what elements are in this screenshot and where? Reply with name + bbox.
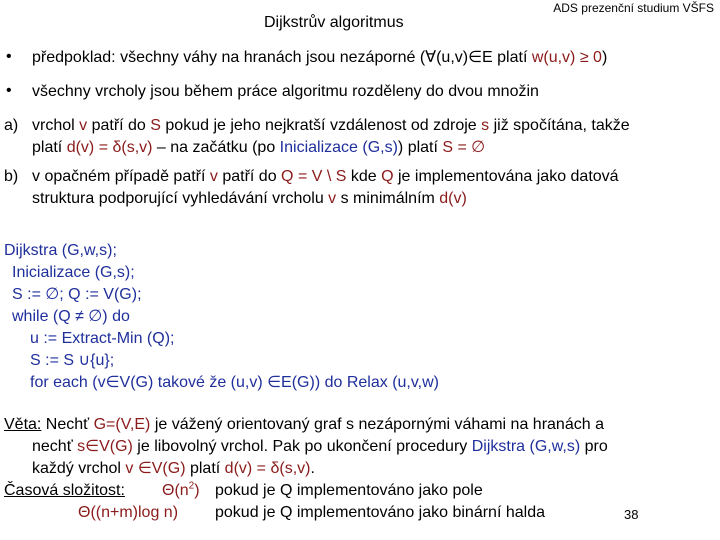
init-call: Inicializace (G,s) [279,139,398,156]
set-s-empty: S = ∅ [442,139,486,156]
slide-title: Dijkstrův algoritmus [264,14,404,31]
var-v: v [209,168,218,185]
course-header: ADS prezenční studium VŠFS [553,1,714,15]
text-span: již spočítána, takže [489,117,630,134]
text-span: ) platí [397,139,443,156]
code-line-1: Dijkstra (G,w,s); [4,242,117,259]
item-b-line-2 [32,188,467,210]
text-span: pro [580,438,608,455]
text-span: . [310,460,315,477]
bullet-2: všechny vrcholy jsou během práce algoritmu rozděleny do dvou množin [32,83,539,100]
vertex-v: v ∈V(G) [125,460,186,477]
text-span: – na začátku (po [152,139,280,156]
text-span: struktura podporující vyhledávání vrcholu [32,190,329,207]
code-line-5: u := Extract-Min (Q); [30,330,175,347]
bullet-1 [32,47,607,69]
theorem-line-2 [32,436,608,458]
complexity-desc-2: pokud je Q implementováno jako binární halda [215,504,545,521]
bullet-1-text: předpoklad: všechny váhy na hranách jsou nezáporné (∀(u,v)∈E platí [32,49,532,66]
text-span: každý vrchol [32,460,126,477]
complexity-expr-1 [162,480,200,502]
complexity-heading: Časová složitost: [4,482,125,499]
complexity-label [4,480,125,502]
bullet-marker-2: • [6,82,12,99]
text-span: je libovolný vrchol. Pak po ukončení procedury [132,438,472,455]
text-span: v opačném případě patří [32,168,210,185]
text-span: kde [346,168,382,185]
item-a-line-2 [32,137,485,159]
theorem-label: Věta: [4,416,42,433]
text-span: s minimálním [336,190,440,207]
theta-expr: Θ(n [162,482,189,499]
code-line-3: S := ∅; Q := V(G); [12,286,142,303]
exponent: 2 [188,480,195,492]
text-span: platí [32,139,67,156]
code-line-4: while (Q ≠ ∅) do [12,308,130,325]
graph-def: G=(V,E) [93,416,151,433]
text-span: pokud je jeho nejkratší vzdálenost od zdroje [160,117,482,134]
item-b-line-1 [32,166,619,188]
complexity-expr-2: Θ((n+m)log n) [78,504,179,521]
code-line-2: Inicializace (G,s); [12,264,135,281]
text-span: je implementována jako datová [393,168,619,185]
theorem-line-1 [4,414,604,436]
var-v: v [79,117,88,134]
page-number: 38 [624,507,639,522]
text-span: patří do [217,168,282,185]
complexity-desc-1: pokud je Q implementováno jako pole [215,482,483,499]
bullet-1-suffix: ) [601,49,608,66]
item-a-label: a) [4,117,19,134]
item-b-label: b) [4,168,19,185]
dijkstra-call: Dijkstra (G,w,s) [471,438,581,455]
code-line-7: for each (v∈V(G) takové že (u,v) ∈E(G)) do Relax (u,v,w) [30,374,440,391]
distance-expr: d(v) = δ(s,v) [224,460,311,477]
source-vertex: s∈V(G) [77,438,133,455]
var-v: v [328,190,337,207]
set-q-ref: Q [381,168,394,185]
source-s: s [481,117,490,134]
text-span: je vážený orientovaný graf s nezápornými váhami na hranách a [150,416,604,433]
weight-condition: w(u,v) ≥ 0 [531,49,602,66]
item-a-line-1 [32,115,630,137]
text-span: vrchol [32,117,80,134]
text-span: nechť [32,438,78,455]
code-line-6: S := S ∪{u}; [30,352,115,369]
distance-d: d(v) [439,190,467,207]
text-span: Nechť [41,416,94,433]
set-q: Q = V \ S [281,168,347,185]
text-span: platí [185,460,225,477]
theta-close: ) [194,482,200,499]
bullet-marker-1: • [6,48,12,65]
distance-expr: d(v) = δ(s,v) [66,139,153,156]
theorem-line-3 [32,458,315,480]
text-span: patří do [87,117,151,134]
set-s: S [150,117,161,134]
